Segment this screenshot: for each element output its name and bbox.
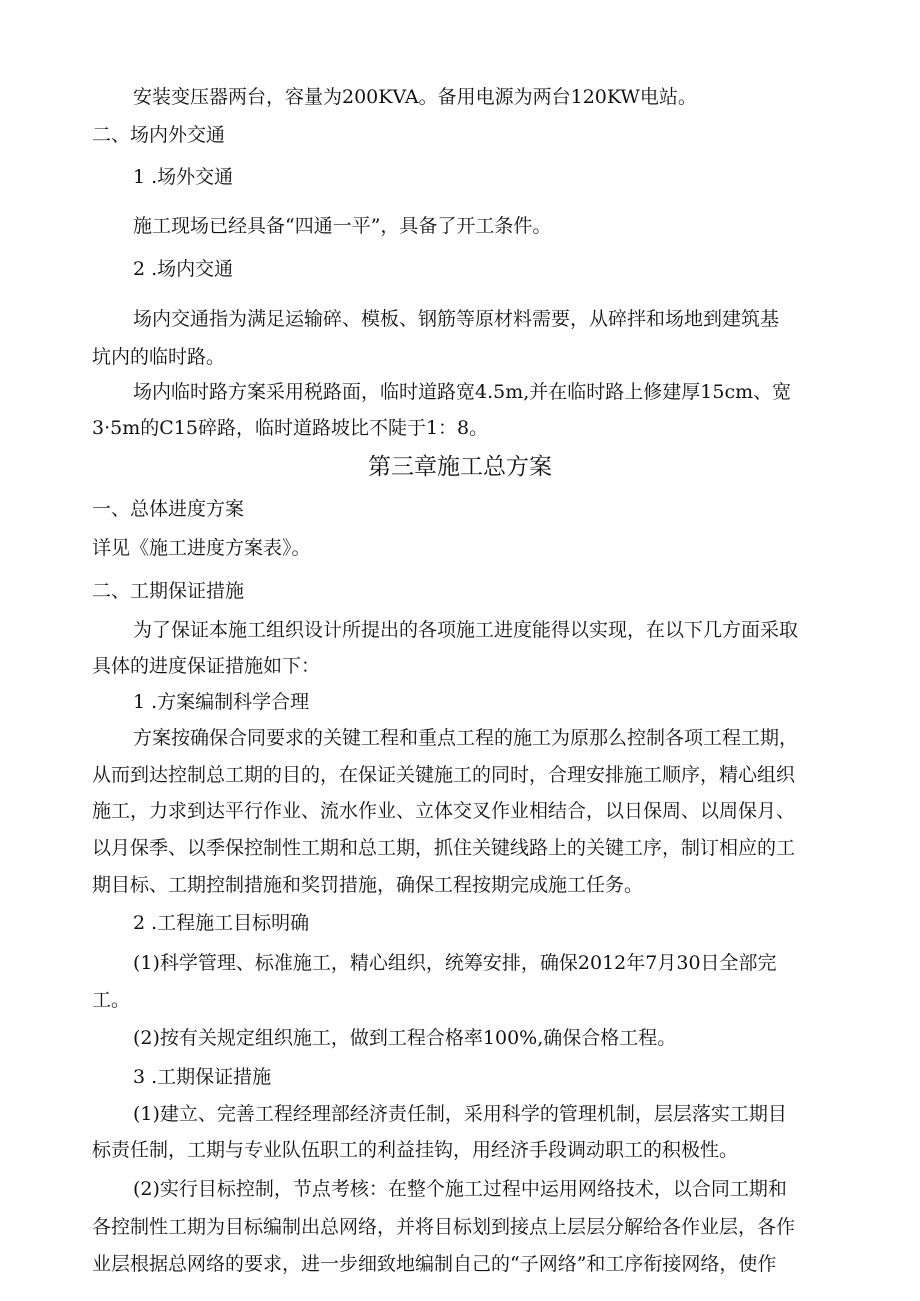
paragraph-line: 3·5m的C15碎路，临时道路坡比不陡于1：8。 xyxy=(92,417,489,439)
section-heading: 二、工期保证措施 xyxy=(92,580,245,602)
paragraph-line: 业层根据总网络的要求，进一步细致地编制自己的“子网络”和工序衔接网络，使作 xyxy=(92,1253,777,1275)
paragraph-line: 期目标、工期控制措施和奖罚措施，确保工程按期完成施工任务。 xyxy=(92,874,644,896)
paragraph-line: (1)建立、完善工程经理部经济责任制，采用科学的管理机制，层层落实工期目 xyxy=(133,1103,787,1125)
paragraph-line: 施工现场已经具备“四通一平”，具备了开工条件。 xyxy=(133,215,552,237)
section-heading: 一、总体进度方案 xyxy=(92,498,245,520)
subsection-heading: 2 .工程施工目标明确 xyxy=(133,912,310,934)
subsection-heading: 3 .工期保证措施 xyxy=(133,1066,272,1088)
subsection-heading: 1 .方案编制科学合理 xyxy=(133,691,310,713)
paragraph-line: 具体的进度保证措施如下： xyxy=(92,655,321,677)
paragraph-line: 场内临时路方案采用税路面，临时道路宽4.5m,并在临时路上修建厚15cm、宽 xyxy=(133,381,792,403)
paragraph-line: 施工，力求到达平行作业、流水作业、立体交叉作业相结合，以日保周、以周保月、 xyxy=(92,800,796,822)
paragraph-line: 详见《施工进度方案表》。 xyxy=(92,537,311,559)
chapter-title: 第三章施工总方案 xyxy=(368,454,552,480)
paragraph-line: 方案按确保合同要求的关键工程和重点工程的施工为原那么控制各项工程工期， xyxy=(133,727,799,749)
paragraph-line: 场内交通指为满足运输碎、模板、钢筋等原材料需要，从碎拌和场地到建筑基 xyxy=(133,308,780,330)
paragraph-line: 以月保季、以季保控制性工期和总工期，抓住关键线路上的关键工序，制订相应的工 xyxy=(92,837,796,859)
section-heading: 二、场内外交通 xyxy=(92,124,226,146)
paragraph-line: 工。 xyxy=(92,989,131,1011)
paragraph-line: (2)实行目标控制，节点考核：在整个施工过程中运用网络技术，以合同工期和 xyxy=(133,1178,787,1200)
paragraph-line: 坑内的临时路。 xyxy=(92,346,226,368)
paragraph-line: (1)科学管理、标准施工，精心组织，统筹安排，确保2012年7月30日全部完 xyxy=(133,952,777,974)
paragraph-line: 安装变压器两台，容量为200KVA。备用电源为两台120KW电站。 xyxy=(133,86,697,108)
subsection-heading: 2 .场内交通 xyxy=(133,258,234,280)
paragraph-line: 各控制性工期为目标编制出总网络，并将目标划到接点上层层分解给各作业层，各作 xyxy=(92,1216,796,1238)
subsection-heading: 1 .场外交通 xyxy=(133,166,234,188)
paragraph-line: 从而到达控制总工期的目的，在保证关键施工的同时，合理安排施工顺序，精心组织 xyxy=(92,764,796,786)
paragraph-line: (2)按有关规定组织施工，做到工程合格率100%,确保合格工程。 xyxy=(133,1027,677,1049)
paragraph-line: 为了保证本施工组织设计所提出的各项施工进度能得以实现，在以下几方面采取 xyxy=(133,619,799,641)
paragraph-line: 标责任制，工期与专业队伍职工的利益挂钩，用经济手段调动职工的积极性。 xyxy=(92,1139,739,1161)
